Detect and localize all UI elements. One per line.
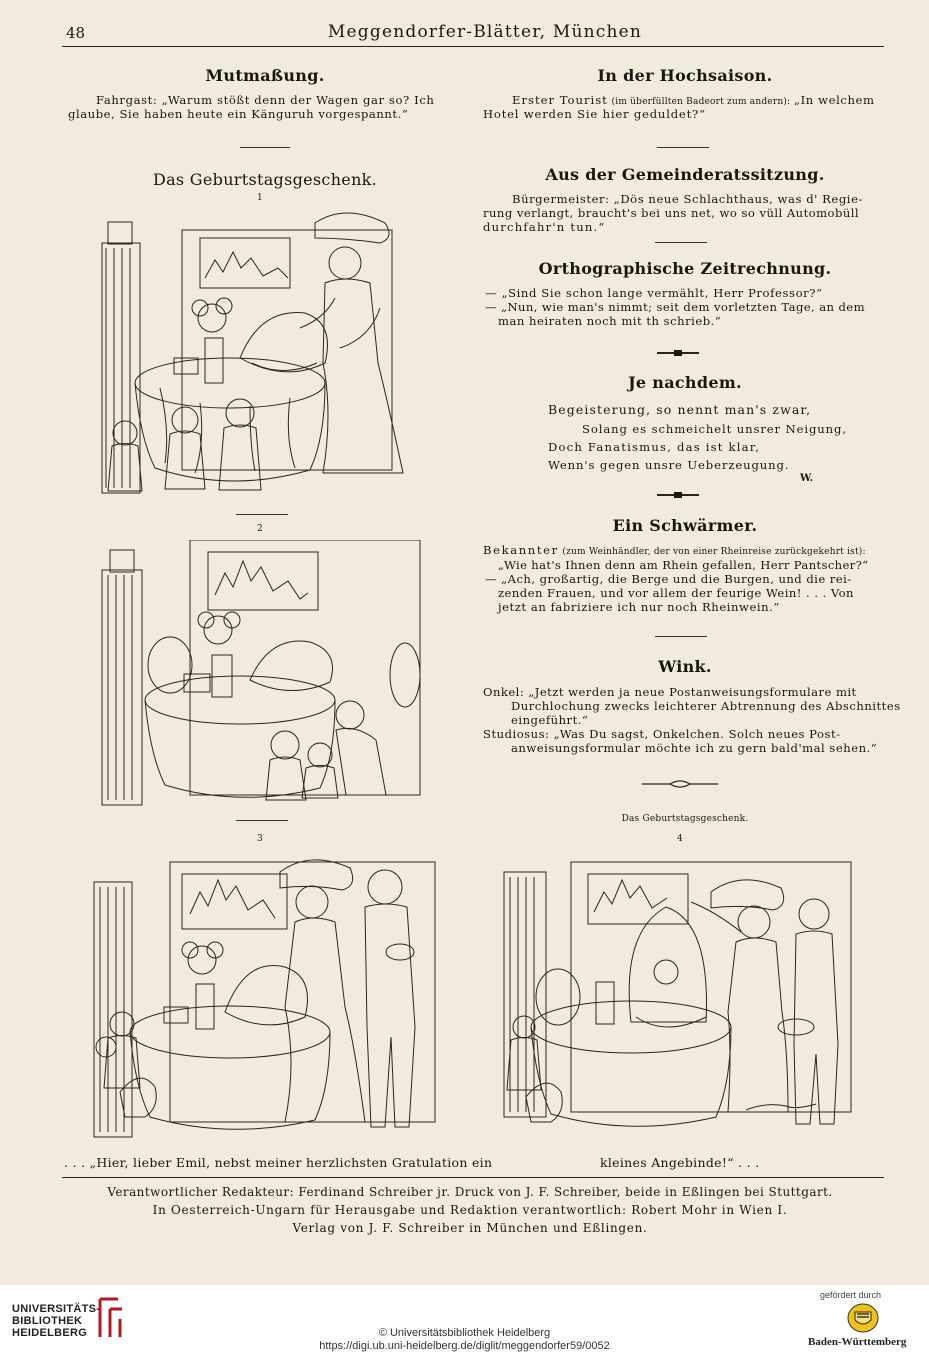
illustration-panel-3 xyxy=(90,852,440,1142)
poem-signature: W. xyxy=(800,473,814,484)
page-number: 48 xyxy=(66,24,86,42)
divider xyxy=(236,514,288,515)
illustration-panel-1 xyxy=(100,208,430,496)
panel-caption-left: . . . „Hier, lieber Emil, nebst meiner herzlichsten Gratulation ein xyxy=(64,1155,493,1170)
hochsaison-title: In der Hochsaison. xyxy=(597,66,773,85)
illustration-panel-2 xyxy=(100,540,430,810)
divider xyxy=(240,147,290,148)
library-logo-line: BIBLIOTHEK xyxy=(12,1315,83,1327)
schwaermer-line4: jetzt an fabriziere ich nur noch Rheinwein.“ xyxy=(498,600,780,614)
orthographie-line1: — „Sind Sie schon lange vermählt, Herr Professor?“ xyxy=(485,286,823,300)
colophon-line1: Verantwortlicher Redakteur: Ferdinand Schreiber jr. Druck von J. F. Schreiber, beide in Eßlingen bei Stuttgart. xyxy=(107,1185,833,1199)
schwaermer-line3: zenden Frauen, und vor allem der feurige Wein! . . . Von xyxy=(498,586,854,600)
schwaermer-title: Ein Schwärmer. xyxy=(612,516,758,535)
hochsaison-aside: (im überfüllten Badeort zum andern): xyxy=(611,97,791,107)
gemeinderat-line2: rung verlangt, braucht's bei uns net, wo so vüll Automobüll xyxy=(483,206,860,220)
state-label[interactable]: Baden-Württemberg xyxy=(808,1336,907,1348)
divider xyxy=(236,820,288,821)
panel-caption-title: Das Geburtstagsgeschenk. xyxy=(621,814,749,824)
state-crest-icon xyxy=(846,1302,880,1338)
ornament-divider xyxy=(657,352,699,354)
verse-line3: Doch Fanatismus, das ist klar, xyxy=(548,440,761,454)
je-nachdem-title: Je nachdem. xyxy=(628,373,742,392)
wink-line2: Durchlochung zwecks leichterer Abtrennung des Abschnittes xyxy=(511,699,901,713)
schwaermer-line1: „Wie hat's Ihnen denn am Rhein gefallen, Herr Pantscher?“ xyxy=(498,558,869,572)
wink-title: Wink. xyxy=(658,657,712,676)
gemeinderat-title: Aus der Gemeinderatssitzung. xyxy=(545,165,825,184)
hochsaison-speaker: Erster Tourist xyxy=(512,93,608,107)
divider xyxy=(657,147,709,148)
verse-line4: Wenn's gegen unsre Ueberzeugung. xyxy=(548,458,790,472)
orthographie-line3: man heiraten noch mit th schrieb.“ xyxy=(498,314,722,328)
orthographie-title: Orthographische Zeitrechnung. xyxy=(538,259,832,278)
library-logo-line: UNIVERSITÄTS- xyxy=(12,1303,101,1315)
wink-line1: Onkel: „Jetzt werden ja neue Postanweisungsformulare mit xyxy=(483,685,857,699)
schwaermer-intro xyxy=(483,543,866,559)
funding-label: gefördert durch xyxy=(820,1290,882,1300)
illustration-panel-4 xyxy=(496,852,856,1142)
wink-line3: eingeführt.“ xyxy=(511,713,589,727)
header-rule xyxy=(62,46,884,47)
ornament-divider xyxy=(657,494,699,496)
mutmassung-line2: glaube, Sie haben heute ein Känguruh vorgespannt.“ xyxy=(68,107,409,121)
colophon-line2: In Oesterreich-Ungarn für Herausgabe und Redaktion verantwortlich: Robert Mohr in Wien I. xyxy=(152,1203,788,1217)
ornament-flourish xyxy=(640,774,720,793)
orthographie-line2: — „Nun, wie man's nimmt; seit dem vorletzten Tage, an dem xyxy=(485,300,865,314)
verse-line1: Begeisterung, so nennt man's zwar, xyxy=(548,402,812,417)
schwaermer-speaker: Bekannter xyxy=(483,543,559,557)
panel-number-1: 1 xyxy=(257,193,263,203)
mutmassung-title: Mutmaßung. xyxy=(205,66,325,85)
hochsaison-line2: Hotel werden Sie hier geduldet?“ xyxy=(483,107,706,121)
verse-line2: Solang es schmeichelt unsrer Neigung, xyxy=(582,422,847,436)
panel-number-2: 2 xyxy=(257,524,263,534)
mutmassung-line1: Fahrgast: „Warum stößt denn der Wagen gar so? Ich xyxy=(96,93,435,107)
wink-line4: Studiosus: „Was Du sagst, Onkelchen. Solch neues Post- xyxy=(483,727,841,741)
geschenk-title: Das Geburtstagsgeschenk. xyxy=(152,170,378,189)
panel-caption-right: kleines Angebinde!“ . . . xyxy=(600,1155,760,1170)
gemeinderat-line1: Bürgermeister: „Dös neue Schlachthaus, was d' Regie- xyxy=(512,192,863,206)
divider xyxy=(655,636,707,637)
schwaermer-line2: — „Ach, großartig, die Berge und die Burgen, und die rei- xyxy=(485,572,852,586)
schwaermer-aside: (zum Weinhändler, der von einer Rheinreise zurückgekehrt ist): xyxy=(562,547,866,557)
copyright-text: © Universitätsbibliothek Heidelberg xyxy=(378,1327,551,1339)
running-title: Meggendorfer-Blätter, München xyxy=(327,22,643,42)
colophon-rule xyxy=(62,1177,884,1178)
panel-number-3: 3 xyxy=(257,834,263,844)
hochsaison-quote-start: „In welchem xyxy=(793,93,875,107)
divider xyxy=(655,242,707,243)
gemeinderat-line3: durchfahr'n tun.“ xyxy=(483,220,606,234)
panel-number-4: 4 xyxy=(677,834,683,844)
library-logo-line: HEIDELBERG xyxy=(12,1327,88,1339)
source-url-link[interactable]: https://digi.ub.uni-heidelberg.de/diglit/meggendorfer59/0052 xyxy=(319,1340,610,1352)
colophon-line3: Verlag von J. F. Schreiber in München und Eßlingen. xyxy=(292,1221,648,1235)
wink-line5: anweisungsformular möchte ich zu gern bald'mal sehen.“ xyxy=(511,741,878,755)
